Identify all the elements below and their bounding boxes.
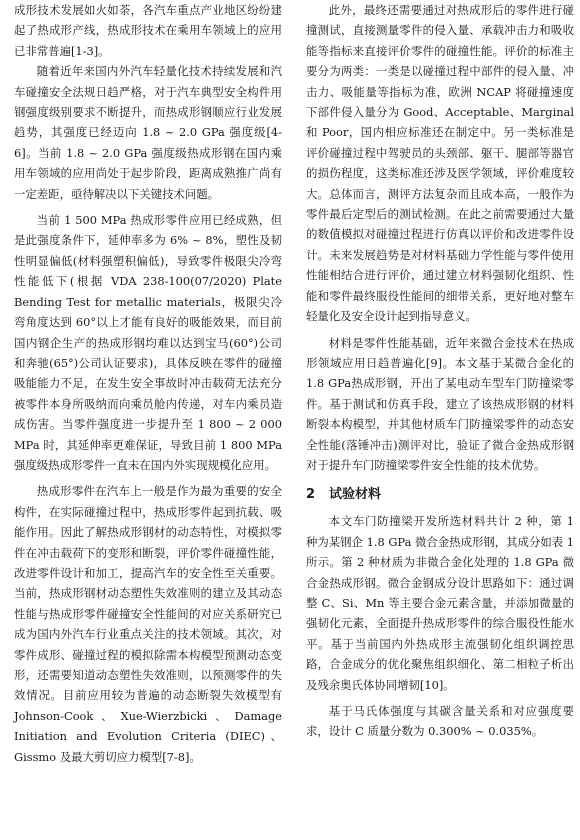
paragraph: 材料是零件性能基础，近年来微合金技术在热成形领域应用日趋普遍化[9]。本文基于某微合金化的 1.8 GPa热成形钢，开出了某电动车型车门防撞梁零件。基于测试和仿真手段，建立了该热成形钢的材料断裂本构模型，并其他材质车门防撞梁零件的动态安全性能(落锤冲击)测评对比，验证了微合金热成形钢对于提升车门防撞梁零件安全性能的技术优势。 [306,335,574,472]
paragraph: 热成形零件在汽车上一般是作为最为重要的安全构件，在实际碰撞过程中，热成形零件起到抗载、吸能作用。因此了解热成形钢材的动态特性，对模拟零件在冲击载荷下的变形和断裂，评价零件碰撞性能，改进零件设计和加工，提高汽车的安全性至关重要。当前，热成形钢材动态塑性失效准则的建立及其动态性能与热成形零件碰撞安全性能间的对应关系研究已成为国内外汽车行业重点关注的技术领域。其次，对零件成形、碰撞过程的模拟除需本构模型预测动态变形，还需要知道动态塑性失效准则，以预测零件的失效情况。目前应用较为普遍的动态断裂失效模型有 Johnson-Cook、Xue-Wierzbicki、Damage Initiation and Evolution Criteria (DIEC)、Gissmo 及最大剪切应力模型[7-8]。 [14,484,282,764]
paragraph: 随着近年来国内外汽车轻量化技术持续发展和汽车碰撞安全法规日趋严格，对于汽车典型安全构件用钢强度级别要求不断提升，而热成形钢顺应行业发展趋势，其强度已经迈向 1.8 ~ 2.0 GPa 强度级[4-6]。当前 1.8 ~ 2.0 GPa 强度级热成形钢在国内乘用车领域的应用尚处于起步阶段，距离成熟推广尚有一定差距，亟待解决以下关键技术问题。 [14,64,282,201]
paragraph: 此外，最终还需要通过对热成形后的零件进行碰撞测试，直接测量零件的侵入量、承载冲击力和吸收能等指标来直接评价零件的碰撞性能。评价的标准主要分为两类：一类是以碰撞过程中部件的侵入量、冲击力、吸能量等指标为准，欧洲 NCAP 将碰撞速度下部件侵入量分为 Good、Acceptable、Marginal 和 Poor，国内相应标准还在制定中。另一类标准是评价碰撞过程中驾驶员的头颈部、躯干、腿部等器官的损伤程度，这类标准还涉及医学领域，评价难度较大。总体而言，测评方法复杂而且成本高，一般作为零件最后定型后的测试检测。在此之前需要通过大量的数值模拟对碰撞过程进行仿真以评价和改进零件设计。未来发展趋势是对材料基础力学性能与零件使用性能相结合进行评价，通过建立材料强韧化组织、性能和零件最终服役性能间的细带关系，更好地对整车轻量化及安全设计起到指导意义。 [306,3,574,324]
section-heading [306,485,574,505]
paragraph: 本文车门防撞梁开发所选材料共计 2 种，第 1 种为某钢企 1.8 GPa 微合金热成形钢，其成分如表 1 所示。第 2 种材质为非微合金化处理的 1.8 GPa 微合金热成形钢。微合金钢成分设计思路如下：通过调整 C、Si、Mn 等主要合金元素含量，并添加微量的强韧化元素，全面提升热成形零件的综合服役性能水平。基于当前国内外热成形主流强韧化组织调控思路，合金成分的优化聚焦组织细化、第二相粒子析出及残余奥氏体协同增韧[10]。 [306,514,574,692]
paragraph: 成形技术发展如火如荼，各汽车重点产业地区纷纷建起了热成形产线，热成形技术在乘用车领域上的应用已非常普遍[1-3]。 [14,3,282,58]
left-column [14,0,282,767]
right-column [306,0,574,742]
section-number: 2 [306,487,316,503]
paragraph: 基于马氏体强度与其碳含量关系和对应强度要求，设计 C 质量分数为 0.300% ~ 0.035%。 [306,704,574,739]
section-title: 试验材料 [329,487,382,503]
paragraph: 当前 1 500 MPa 热成形零件应用已经成熟，但是此强度条件下，延伸率多为 6% ~ 8%，塑性及韧性明显偏低(材料强塑积偏低)，导致零件极限尖冷弯性能低下(根据 VDA 238-100(07/2020) Plate Bending Test for metallic materials，极限尖冷弯角度达到 60°以上才能有良好的吸能效果，而目前国内钢企生产的热成形钢均难以达到宝马(60°)公司和奔驰(65°)公司认证要求)，具体反映在零件的碰撞吸能能力不足，在发生安全事故时冲击载荷无法充分被零件本身所吸纳而向乘员舱内传递，对车内乘员造成伤害。当零件强度进一步提升至 1 800 ~ 2 000 MPa 时，其延伸率更难保证，导致目前 1 800 MPa强度级热成形零件一直未在国内外实现规模化应用。 [14,213,282,472]
